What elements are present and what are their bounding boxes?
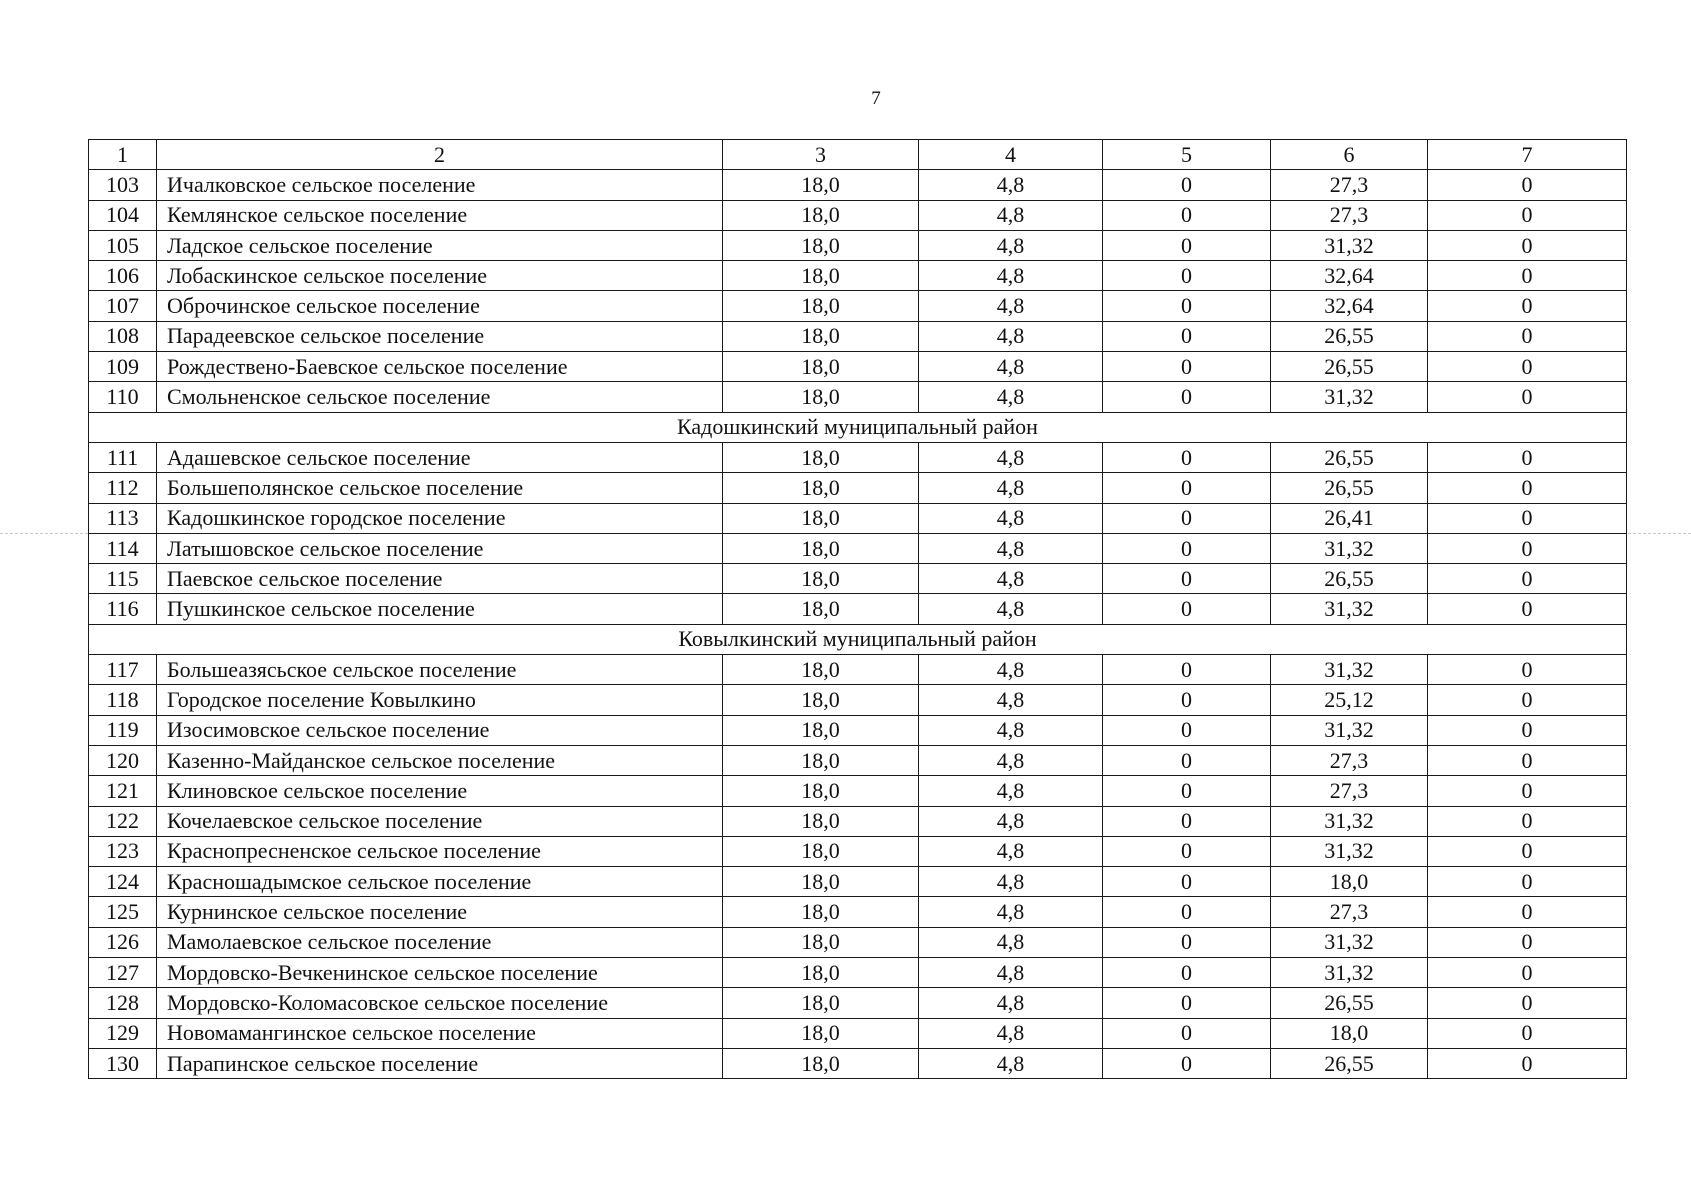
table-row (89, 836, 1627, 866)
row-number-cell: 108 (89, 321, 157, 351)
row-number-cell: 119 (89, 715, 157, 745)
value-col-4-cell: 4,8 (919, 988, 1103, 1018)
value-col-7-cell: 0 (1428, 685, 1627, 715)
value-col-3-cell: 18,0 (723, 503, 919, 533)
row-number-cell: 118 (89, 685, 157, 715)
value-col-5-cell: 0 (1103, 594, 1271, 624)
section-title: Кадошкинский муниципальный район (89, 412, 1627, 442)
value-col-5-cell: 0 (1103, 776, 1271, 806)
row-number-cell: 105 (89, 230, 157, 260)
row-number-cell: 121 (89, 776, 157, 806)
value-col-4-cell: 4,8 (919, 836, 1103, 866)
value-col-7-cell: 0 (1428, 352, 1627, 382)
table-row (89, 927, 1627, 957)
settlement-name-cell: Ладское сельское поселение (157, 230, 723, 260)
value-col-4-cell: 4,8 (919, 776, 1103, 806)
row-number-cell: 111 (89, 442, 157, 472)
value-col-5-cell: 0 (1103, 806, 1271, 836)
row-number-cell: 113 (89, 503, 157, 533)
settlement-name-cell: Лобаскинское сельское поселение (157, 261, 723, 291)
value-col-3-cell: 18,0 (723, 958, 919, 988)
row-number-cell: 126 (89, 927, 157, 957)
table-row (89, 806, 1627, 836)
settlement-name-cell: Парапинское сельское поселение (157, 1048, 723, 1078)
value-col-5-cell: 0 (1103, 200, 1271, 230)
table-body (89, 140, 1627, 1079)
table-row (89, 1018, 1627, 1048)
value-col-4-cell: 4,8 (919, 1018, 1103, 1048)
value-col-3-cell: 18,0 (723, 655, 919, 685)
value-col-5-cell: 0 (1103, 1048, 1271, 1078)
value-col-5-cell: 0 (1103, 836, 1271, 866)
value-col-5-cell: 0 (1103, 958, 1271, 988)
table-row (89, 715, 1627, 745)
value-col-7-cell: 0 (1428, 473, 1627, 503)
value-col-6-cell: 31,32 (1271, 927, 1428, 957)
value-col-7-cell: 0 (1428, 867, 1627, 897)
value-col-6-cell: 27,3 (1271, 170, 1428, 200)
row-number-cell: 120 (89, 745, 157, 775)
value-col-5-cell: 0 (1103, 685, 1271, 715)
table-row (89, 503, 1627, 533)
table-row (89, 655, 1627, 685)
column-header: 2 (157, 140, 723, 170)
value-col-6-cell: 31,32 (1271, 594, 1428, 624)
value-col-5-cell: 0 (1103, 230, 1271, 260)
value-col-5-cell: 0 (1103, 291, 1271, 321)
table-row (89, 958, 1627, 988)
value-col-6-cell: 32,64 (1271, 261, 1428, 291)
value-col-6-cell: 26,55 (1271, 473, 1428, 503)
settlement-name-cell: Новомамангинское сельское поселение (157, 1018, 723, 1048)
row-number-cell: 114 (89, 533, 157, 563)
table-row (89, 352, 1627, 382)
value-col-5-cell: 0 (1103, 1018, 1271, 1048)
value-col-6-cell: 25,12 (1271, 685, 1428, 715)
settlement-name-cell: Большеазясьское сельское поселение (157, 655, 723, 685)
value-col-4-cell: 4,8 (919, 321, 1103, 351)
value-col-5-cell: 0 (1103, 897, 1271, 927)
table-row (89, 321, 1627, 351)
value-col-3-cell: 18,0 (723, 200, 919, 230)
settlement-name-cell: Кочелаевское сельское поселение (157, 806, 723, 836)
value-col-5-cell: 0 (1103, 170, 1271, 200)
value-col-3-cell: 18,0 (723, 352, 919, 382)
scan-artifact-line (1628, 533, 1691, 534)
row-number-cell: 115 (89, 564, 157, 594)
table-row (89, 442, 1627, 472)
value-col-4-cell: 4,8 (919, 745, 1103, 775)
table-row (89, 230, 1627, 260)
value-col-6-cell: 26,55 (1271, 1048, 1428, 1078)
value-col-4-cell: 4,8 (919, 170, 1103, 200)
settlement-name-cell: Городское поселение Ковылкино (157, 685, 723, 715)
row-number-cell: 123 (89, 836, 157, 866)
value-col-7-cell: 0 (1428, 1048, 1627, 1078)
row-number-cell: 128 (89, 988, 157, 1018)
table-row (89, 867, 1627, 897)
settlement-name-cell: Клиновское сельское поселение (157, 776, 723, 806)
settlement-name-cell: Краснопресненское сельское поселение (157, 836, 723, 866)
value-col-7-cell: 0 (1428, 1018, 1627, 1048)
data-table (88, 139, 1627, 1079)
value-col-4-cell: 4,8 (919, 655, 1103, 685)
value-col-4-cell: 4,8 (919, 503, 1103, 533)
value-col-5-cell: 0 (1103, 715, 1271, 745)
value-col-7-cell: 0 (1428, 533, 1627, 563)
value-col-4-cell: 4,8 (919, 200, 1103, 230)
value-col-7-cell: 0 (1428, 170, 1627, 200)
value-col-7-cell: 0 (1428, 382, 1627, 412)
value-col-6-cell: 26,55 (1271, 321, 1428, 351)
value-col-7-cell: 0 (1428, 715, 1627, 745)
table-row (89, 594, 1627, 624)
settlement-name-cell: Большеполянское сельское поселение (157, 473, 723, 503)
value-col-5-cell: 0 (1103, 927, 1271, 957)
value-col-7-cell: 0 (1428, 321, 1627, 351)
table-row (89, 473, 1627, 503)
row-number-cell: 106 (89, 261, 157, 291)
value-col-3-cell: 18,0 (723, 1018, 919, 1048)
value-col-6-cell: 26,41 (1271, 503, 1428, 533)
row-number-cell: 125 (89, 897, 157, 927)
value-col-6-cell: 18,0 (1271, 1018, 1428, 1048)
value-col-6-cell: 31,32 (1271, 655, 1428, 685)
value-col-6-cell: 18,0 (1271, 867, 1428, 897)
row-number-cell: 127 (89, 958, 157, 988)
table-row (89, 745, 1627, 775)
table-row (89, 1048, 1627, 1078)
value-col-6-cell: 31,32 (1271, 806, 1428, 836)
row-number-cell: 129 (89, 1018, 157, 1048)
settlement-name-cell: Оброчинское сельское поселение (157, 291, 723, 321)
table-row (89, 564, 1627, 594)
section-title: Ковылкинский муниципальный район (89, 624, 1627, 654)
value-col-3-cell: 18,0 (723, 806, 919, 836)
value-col-3-cell: 18,0 (723, 170, 919, 200)
value-col-7-cell: 0 (1428, 897, 1627, 927)
value-col-4-cell: 4,8 (919, 927, 1103, 957)
value-col-7-cell: 0 (1428, 442, 1627, 472)
value-col-3-cell: 18,0 (723, 776, 919, 806)
row-number-cell: 130 (89, 1048, 157, 1078)
value-col-3-cell: 18,0 (723, 533, 919, 563)
table-row (89, 261, 1627, 291)
row-number-cell: 109 (89, 352, 157, 382)
value-col-6-cell: 27,3 (1271, 776, 1428, 806)
settlement-name-cell: Курнинское сельское поселение (157, 897, 723, 927)
value-col-7-cell: 0 (1428, 927, 1627, 957)
value-col-6-cell: 27,3 (1271, 200, 1428, 230)
table-row (89, 533, 1627, 563)
value-col-6-cell: 27,3 (1271, 897, 1428, 927)
row-number-cell: 104 (89, 200, 157, 230)
value-col-6-cell: 31,32 (1271, 230, 1428, 260)
settlement-name-cell: Парадеевское сельское поселение (157, 321, 723, 351)
value-col-5-cell: 0 (1103, 988, 1271, 1018)
value-col-4-cell: 4,8 (919, 291, 1103, 321)
column-header: 1 (89, 140, 157, 170)
value-col-6-cell: 31,32 (1271, 382, 1428, 412)
value-col-3-cell: 18,0 (723, 988, 919, 1018)
page-number: 7 (871, 88, 881, 109)
value-col-3-cell: 18,0 (723, 1048, 919, 1078)
value-col-4-cell: 4,8 (919, 594, 1103, 624)
column-header: 7 (1428, 140, 1627, 170)
value-col-5-cell: 0 (1103, 867, 1271, 897)
value-col-5-cell: 0 (1103, 473, 1271, 503)
row-number-cell: 116 (89, 594, 157, 624)
value-col-7-cell: 0 (1428, 230, 1627, 260)
value-col-5-cell: 0 (1103, 655, 1271, 685)
value-col-4-cell: 4,8 (919, 897, 1103, 927)
row-number-cell: 124 (89, 867, 157, 897)
row-number-cell: 117 (89, 655, 157, 685)
value-col-4-cell: 4,8 (919, 442, 1103, 472)
table-row (89, 291, 1627, 321)
value-col-3-cell: 18,0 (723, 897, 919, 927)
value-col-4-cell: 4,8 (919, 230, 1103, 260)
value-col-4-cell: 4,8 (919, 806, 1103, 836)
row-number-cell: 112 (89, 473, 157, 503)
value-col-3-cell: 18,0 (723, 564, 919, 594)
value-col-4-cell: 4,8 (919, 382, 1103, 412)
column-header: 4 (919, 140, 1103, 170)
settlement-name-cell: Мамолаевское сельское поселение (157, 927, 723, 957)
value-col-7-cell: 0 (1428, 261, 1627, 291)
value-col-6-cell: 32,64 (1271, 291, 1428, 321)
settlement-name-cell: Латышовское сельское поселение (157, 533, 723, 563)
value-col-5-cell: 0 (1103, 261, 1271, 291)
value-col-6-cell: 26,55 (1271, 564, 1428, 594)
value-col-3-cell: 18,0 (723, 927, 919, 957)
value-col-5-cell: 0 (1103, 321, 1271, 351)
value-col-3-cell: 18,0 (723, 594, 919, 624)
value-col-7-cell: 0 (1428, 806, 1627, 836)
value-col-3-cell: 18,0 (723, 321, 919, 351)
value-col-6-cell: 27,3 (1271, 745, 1428, 775)
settlement-name-cell: Кадошкинское городское поселение (157, 503, 723, 533)
row-number-cell: 103 (89, 170, 157, 200)
settlement-name-cell: Казенно-Майданское сельское поселение (157, 745, 723, 775)
value-col-6-cell: 26,55 (1271, 352, 1428, 382)
value-col-5-cell: 0 (1103, 564, 1271, 594)
settlement-name-cell: Паевское сельское поселение (157, 564, 723, 594)
table-row (89, 382, 1627, 412)
column-number-header-row (89, 140, 1627, 170)
row-number-cell: 110 (89, 382, 157, 412)
settlement-name-cell: Смольненское сельское поселение (157, 382, 723, 412)
value-col-4-cell: 4,8 (919, 473, 1103, 503)
value-col-7-cell: 0 (1428, 503, 1627, 533)
table-row (89, 776, 1627, 806)
value-col-4-cell: 4,8 (919, 261, 1103, 291)
settlement-name-cell: Мордовско-Коломасовское сельское поселение (157, 988, 723, 1018)
value-col-3-cell: 18,0 (723, 473, 919, 503)
column-header: 5 (1103, 140, 1271, 170)
value-col-4-cell: 4,8 (919, 685, 1103, 715)
column-header: 6 (1271, 140, 1428, 170)
value-col-4-cell: 4,8 (919, 867, 1103, 897)
settlement-name-cell: Адашевское сельское поселение (157, 442, 723, 472)
value-col-7-cell: 0 (1428, 745, 1627, 775)
value-col-7-cell: 0 (1428, 836, 1627, 866)
table-row (89, 897, 1627, 927)
value-col-3-cell: 18,0 (723, 715, 919, 745)
value-col-3-cell: 18,0 (723, 836, 919, 866)
value-col-6-cell: 31,32 (1271, 533, 1428, 563)
scan-artifact-line (0, 533, 88, 534)
settlement-name-cell: Кемлянское сельское поселение (157, 200, 723, 230)
value-col-5-cell: 0 (1103, 745, 1271, 775)
table-row (89, 685, 1627, 715)
value-col-3-cell: 18,0 (723, 685, 919, 715)
value-col-3-cell: 18,0 (723, 261, 919, 291)
value-col-5-cell: 0 (1103, 533, 1271, 563)
value-col-7-cell: 0 (1428, 564, 1627, 594)
value-col-7-cell: 0 (1428, 958, 1627, 988)
settlement-name-cell: Пушкинское сельское поселение (157, 594, 723, 624)
value-col-6-cell: 31,32 (1271, 715, 1428, 745)
settlement-name-cell: Мордовско-Вечкенинское сельское поселение (157, 958, 723, 988)
value-col-7-cell: 0 (1428, 655, 1627, 685)
value-col-3-cell: 18,0 (723, 867, 919, 897)
settlement-name-cell: Изосимовское сельское поселение (157, 715, 723, 745)
value-col-5-cell: 0 (1103, 442, 1271, 472)
value-col-3-cell: 18,0 (723, 230, 919, 260)
row-number-cell: 107 (89, 291, 157, 321)
value-col-3-cell: 18,0 (723, 745, 919, 775)
value-col-5-cell: 0 (1103, 503, 1271, 533)
value-col-5-cell: 0 (1103, 352, 1271, 382)
value-col-4-cell: 4,8 (919, 352, 1103, 382)
value-col-4-cell: 4,8 (919, 564, 1103, 594)
value-col-6-cell: 31,32 (1271, 836, 1428, 866)
value-col-6-cell: 26,55 (1271, 442, 1428, 472)
value-col-4-cell: 4,8 (919, 958, 1103, 988)
table-row (89, 170, 1627, 200)
row-number-cell: 122 (89, 806, 157, 836)
section-header-row (89, 624, 1627, 654)
value-col-7-cell: 0 (1428, 594, 1627, 624)
section-header-row (89, 412, 1627, 442)
value-col-6-cell: 31,32 (1271, 958, 1428, 988)
settlement-name-cell: Красношадымское сельское поселение (157, 867, 723, 897)
settlement-name-cell: Рождествено-Баевское сельское поселение (157, 352, 723, 382)
value-col-4-cell: 4,8 (919, 715, 1103, 745)
value-col-7-cell: 0 (1428, 776, 1627, 806)
value-col-3-cell: 18,0 (723, 291, 919, 321)
value-col-3-cell: 18,0 (723, 442, 919, 472)
value-col-7-cell: 0 (1428, 988, 1627, 1018)
value-col-7-cell: 0 (1428, 291, 1627, 321)
column-header: 3 (723, 140, 919, 170)
table-row (89, 200, 1627, 230)
settlement-name-cell: Ичалковское сельское поселение (157, 170, 723, 200)
value-col-6-cell: 26,55 (1271, 988, 1428, 1018)
value-col-4-cell: 4,8 (919, 533, 1103, 563)
table-row (89, 988, 1627, 1018)
value-col-4-cell: 4,8 (919, 1048, 1103, 1078)
value-col-7-cell: 0 (1428, 200, 1627, 230)
value-col-3-cell: 18,0 (723, 382, 919, 412)
value-col-5-cell: 0 (1103, 382, 1271, 412)
